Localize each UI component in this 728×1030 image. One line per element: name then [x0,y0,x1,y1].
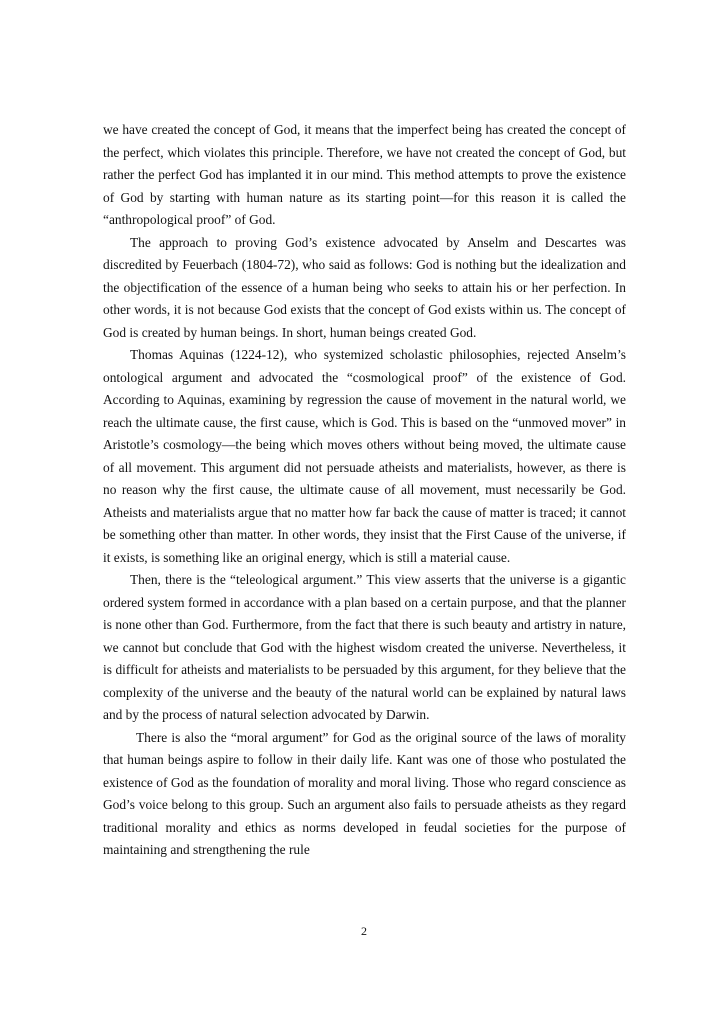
paragraph-5: There is also the “moral argument” for God as the original source of the laws of morality that human beings aspire to follow in their daily life. Kant was one of those who postulated the existence of God as the foundation of morality and moral living. Those who regard conscience as God’s voice belong to this group. Such an argument also fails to persuade atheists as they regard traditional morality and ethics as norms developed in feudal societies for the purpose of maintaining and strengthening the rule [103,729,626,857]
paragraph-4: Then, there is the “teleological argument.” This view asserts that the universe is a gigantic ordered system formed in accordance with a plan based on a certain purpose, and that the planner is none other than God. Furthermore, from the fact that there is such beauty and artistry in nature, we cannot but conclude that God with the highest wisdom created the universe. Nevertheless, it is difficult for atheists and materialists to be persuaded by this argument, for they believe that the complexity of the universe and the beauty of the natural world can be explained by natural laws and by the process of natural selection advocated by Darwin. [103,572,626,722]
page-number: 2 [361,924,367,938]
body-text [103,119,626,862]
paragraph-3: Thomas Aquinas (1224-12), who systemized scholastic philosophies, rejected Anselm’s ontological argument and advocated the “cosmological proof” of the existence of God. According to Aquinas, examining by regression the cause of movement in the natural world, we reach the ultimate cause, the first cause, which is God. This is based on the “unmoved mover” in Aristotle’s cosmology―the being which moves others without being moved, the ultimate cause of all movement. This argument did not persuade atheists and materialists, however, as there is no reason why the first cause, the ultimate cause of all movement, must necessarily be God. Atheists and materialists argue that no matter how far back the cause of matter is traced; it cannot be something other than matter. In other words, they insist that the First Cause of the universe, if it exists, is something like an original energy, which is still a material cause. [103,347,626,565]
paragraph-1: we have created the concept of God, it means that the imperfect being has created the concept of the perfect, which violates this principle. Therefore, we have not created the concept of God, but rather the perfect God has implanted it in our mind. This method attempts to prove the existence of God by starting with human nature as its starting point—for this reason it is called the “anthropological proof” of God. [103,122,626,227]
paragraph-2: The approach to proving God’s existence advocated by Anselm and Descartes was discredited by Feuerbach (1804-72), who said as follows: God is nothing but the idealization and the objectification of the essence of a human being who seeks to attain his or her perfection. In other words, it is not because God exists that the concept of God exists within us. The concept of God is created by human beings. In short, human beings created God. [103,234,626,340]
